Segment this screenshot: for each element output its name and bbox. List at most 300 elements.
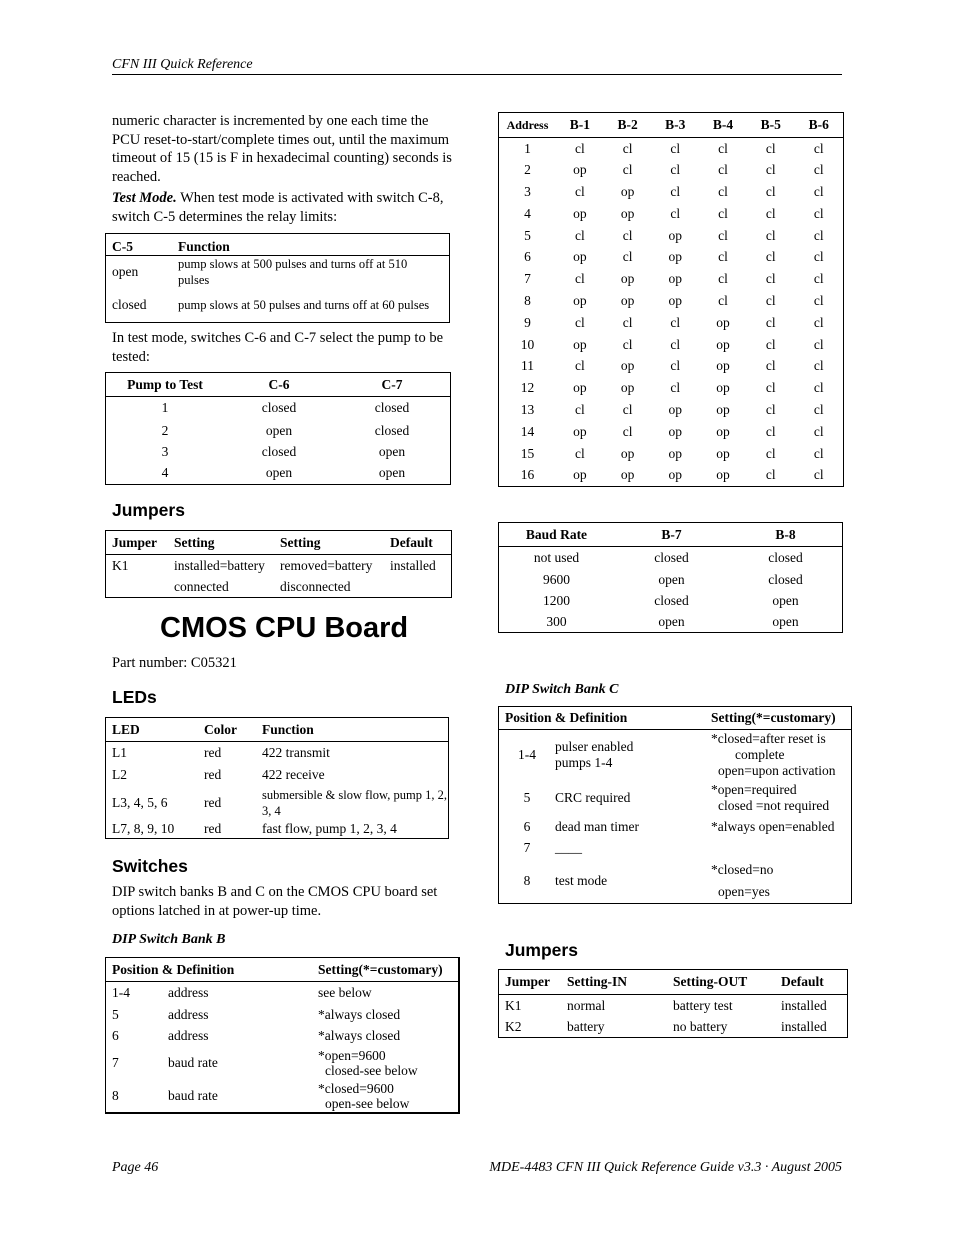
table-cell: cl [813, 162, 824, 178]
table-cell: cl [718, 249, 728, 265]
table-cell: cl [765, 401, 776, 417]
table-header: Jumper [112, 534, 157, 550]
table-cell: op [668, 445, 683, 461]
table-cell: cl [718, 271, 728, 287]
table-cell: 1 [524, 140, 531, 156]
table-cell: 2 [161, 422, 169, 438]
table-header: B-7 [661, 526, 682, 542]
table-cell: op [668, 423, 683, 439]
table-cell: 7 [524, 271, 531, 287]
table-cell: 4 [161, 465, 169, 481]
table-cell: cl [622, 423, 633, 439]
table-cell: cl [574, 227, 585, 243]
table-cell: cl [813, 314, 824, 330]
table-cell: red [204, 794, 222, 810]
table-cell: closed [654, 593, 689, 608]
table-cell: *always closed [318, 1007, 401, 1022]
table-row [106, 742, 449, 765]
table-header: Setting [174, 534, 215, 550]
table-cell: op [668, 271, 683, 287]
table-cell [390, 577, 452, 598]
table-cell: not used [533, 549, 580, 565]
table-cell: op [620, 292, 635, 308]
table-cell: L1 [112, 745, 127, 761]
table-cell: cl [813, 358, 824, 374]
table-header: Position & Definition [505, 710, 628, 725]
table-cell: cl [718, 183, 728, 199]
setting-line: closed-see below [325, 1063, 418, 1078]
table-cell: 1200 [543, 593, 570, 608]
table-row [106, 820, 449, 839]
table-row [499, 780, 852, 816]
table-cell: fast flow, pump 1, 2, 3, 4 [262, 820, 397, 836]
table-header-row [106, 373, 451, 397]
table-cell: 422 receive [262, 767, 325, 782]
table-cell: open [378, 444, 406, 459]
table-row [499, 464, 844, 486]
table-cell: 6 [523, 818, 531, 834]
table-cell: op [620, 445, 635, 461]
table-cell: cl [718, 205, 728, 221]
table-cell: open [112, 264, 139, 280]
table-cell: cl [765, 183, 776, 199]
dip-bank-b-table [105, 957, 460, 1114]
table-cell: 5 [524, 227, 531, 243]
table-cell: CRC required [555, 789, 631, 805]
table-cell: address [168, 985, 209, 1001]
table-header: Function [262, 721, 314, 737]
table-cell: op [716, 445, 730, 461]
table-header: Pump to Test [127, 376, 203, 392]
table-header: LED [112, 721, 140, 737]
table-cell: cl [670, 358, 681, 374]
table-cell: cl [574, 271, 585, 287]
table-cell: 8 [112, 1087, 119, 1103]
table-cell: 3 [524, 183, 531, 199]
table-row [106, 1005, 460, 1026]
intro-paragraph: numeric character is incremented by one each time the PCU reset-to-start/complete times out, until the maximum timeout of 15 (15 is F in hexadecimal counting) seconds is reached. [112, 113, 452, 185]
table-cell: cl [765, 140, 776, 156]
table-header-row [106, 531, 452, 555]
table-cell: cl [574, 445, 585, 461]
table-cell: 4 [524, 205, 531, 221]
table-header: Default [390, 534, 433, 550]
table-cell: open [378, 465, 406, 481]
table-cell: cl [670, 140, 681, 156]
table-cell: connected [174, 578, 229, 594]
table-row [499, 399, 844, 421]
table-cell: cl [765, 467, 776, 483]
table-cell: 3 [161, 444, 169, 459]
table-cell: baud rate [168, 1055, 218, 1070]
table-row [499, 838, 852, 859]
table-header: C-6 [268, 376, 290, 392]
table-cell: closed [374, 422, 410, 438]
table-cell [106, 577, 175, 598]
table-cell: op [573, 162, 587, 178]
table-cell: L7, 8, 9, 10 [112, 820, 175, 836]
table-row [499, 159, 844, 181]
test-mode-label: Test Mode. [112, 190, 177, 206]
table-header-row [106, 234, 450, 256]
table-cell: cl [765, 227, 776, 243]
table-cell: closed [261, 400, 297, 416]
table-cell: 6 [524, 249, 531, 265]
table-row [106, 397, 451, 420]
table-cell: submersible & slow flow, pump 1, 2, 3, 4 [262, 787, 447, 818]
table-header-row [106, 718, 449, 742]
dip-c-caption: DIP Switch Bank C [505, 682, 619, 697]
pump-table [105, 372, 451, 485]
table-cell: op [620, 271, 635, 287]
table-cell: cl [574, 140, 585, 156]
table-cell: cl [813, 205, 824, 221]
table-cell: op [573, 423, 587, 439]
table-cell: red [204, 745, 222, 761]
table-row [499, 225, 844, 247]
table-cell: cl [813, 467, 824, 483]
table-cell: 2 [524, 162, 531, 178]
table-cell: installed [781, 998, 827, 1014]
address-table-body [499, 138, 844, 487]
dip-b-caption: DIP Switch Bank B [112, 932, 226, 947]
table-cell: cl [622, 401, 633, 417]
table-cell: battery test [673, 998, 733, 1014]
table-header: Default [781, 974, 824, 989]
table-cell: 5 [523, 789, 531, 805]
table-row [499, 203, 844, 225]
table-cell: 8 [523, 872, 531, 888]
table-cell: op [620, 358, 635, 374]
table-cell: op [573, 467, 587, 483]
table-cell: open [772, 593, 799, 608]
table-cell: cl [622, 162, 633, 178]
table-row [499, 334, 844, 356]
table-cell: 422 transmit [262, 745, 330, 761]
test-mode-text: When test mode is activated with switch C-8, switch C-5 determines the relay limits: [112, 190, 444, 225]
table-cell: op [668, 467, 683, 483]
table-cell: op [716, 358, 730, 374]
table-cell: K1 [112, 557, 129, 573]
table-row [499, 138, 844, 160]
table-row [499, 816, 852, 838]
table-cell: cl [670, 183, 681, 199]
table-row [499, 290, 844, 312]
table-cell: 13 [520, 401, 535, 417]
document-title: MDE-4483 CFN III Quick Reference Guide v3.3 · August 2005 [489, 1160, 842, 1175]
table-cell: op [668, 292, 683, 308]
table-row [499, 181, 844, 203]
table-cell: installed [390, 557, 436, 573]
table-cell: cl [670, 314, 681, 330]
table-row [499, 730, 852, 780]
table-cell: op [716, 401, 730, 417]
table-row [106, 1047, 460, 1080]
table-cell: 6 [112, 1028, 119, 1043]
table-cell: L3, 4, 5, 6 [112, 794, 168, 810]
setting-line: *open=required [711, 781, 797, 797]
table-header: Position & Definition [112, 961, 235, 977]
table-header: Setting [280, 534, 321, 550]
table-row [499, 246, 844, 268]
table-cell: installed [781, 1019, 827, 1035]
table-cell: 300 [546, 613, 567, 629]
table-cell: cl [670, 380, 681, 396]
setting-line: *open=9600 [318, 1048, 386, 1063]
table-row [106, 982, 460, 1005]
table-cell: cl [813, 271, 824, 287]
table-cell: cl [813, 227, 824, 243]
table-header: Color [204, 721, 237, 737]
table-cell: cl [765, 336, 776, 352]
table-cell: K1 [505, 998, 522, 1014]
table-header-row [106, 958, 460, 982]
table-cell: op [668, 227, 683, 243]
table-cell: cl [670, 336, 681, 352]
table-cell: cl [813, 445, 824, 461]
table-cell: cl [670, 162, 681, 178]
table-row [106, 765, 449, 786]
table-cell: cl [813, 423, 824, 439]
table-cell: cl [813, 336, 824, 352]
table-cell: test mode [555, 872, 608, 888]
table-cell: op [716, 423, 730, 439]
table-header-row [499, 707, 852, 730]
page-number: Page 46 [112, 1160, 159, 1175]
setting-line: *closed=after reset is [711, 730, 826, 746]
table-cell: cl [765, 358, 776, 374]
pump-paragraph: In test mode, switches C-6 and C-7 select the pump to be tested: [112, 330, 444, 365]
table-cell: cl [765, 423, 776, 439]
table-row [499, 995, 848, 1018]
table-cell: 1-4 [112, 985, 130, 1001]
table-cell: op [668, 401, 683, 417]
table-cell: *always open=enabled [711, 818, 835, 834]
table-row [499, 443, 844, 465]
table-cell: *always closed [318, 1028, 401, 1043]
table-row [499, 1018, 848, 1038]
table-row [499, 377, 844, 399]
table-cell: cl [765, 205, 776, 221]
table-row [499, 268, 844, 290]
table-cell: op [716, 380, 730, 396]
table-cell: cl [574, 314, 585, 330]
table-row [106, 577, 452, 598]
table-header: B-4 [712, 117, 734, 132]
table-header: C-7 [381, 376, 403, 392]
definition-line: pumps 1-4 [555, 754, 613, 770]
table-cell: cl [765, 445, 776, 461]
table-header: B-6 [808, 117, 829, 132]
table-cell: closed [768, 571, 803, 587]
table-cell: cl [765, 292, 776, 308]
jumpers-heading-right: Jumpers [505, 940, 578, 960]
table-cell: battery [567, 1019, 605, 1035]
c5-table [105, 233, 450, 323]
table-cell: pump slows at 500 pulses and turns off at 510 pulses [178, 257, 408, 288]
table-cell: cl [813, 401, 824, 417]
table-header: B-1 [569, 117, 590, 132]
jumpers-table-left [105, 530, 452, 598]
table-header-row [499, 113, 844, 138]
table-cell: 8 [524, 292, 531, 308]
table-cell: 11 [521, 358, 534, 374]
table-cell: cl [813, 249, 824, 265]
table-row [499, 312, 844, 334]
table-row [106, 786, 449, 820]
table-cell: closed [261, 444, 297, 459]
part-number: Part number: C05321 [112, 655, 237, 671]
dip-bank-c-table [498, 706, 852, 904]
table-header: Setting-OUT [673, 974, 748, 989]
table-cell: cl [622, 314, 633, 330]
table-row [499, 547, 843, 569]
table-cell: closed [374, 400, 410, 416]
table-cell: cl [718, 227, 728, 243]
table-cell: red [204, 820, 222, 836]
table-cell: cl [670, 205, 681, 221]
table-cell: cl [765, 271, 776, 287]
table-cell: pump slows at 50 pulses and turns off at 60 pulses [178, 298, 430, 313]
table-header: Function [178, 238, 230, 254]
table-cell: 10 [520, 336, 535, 352]
table-cell: op [668, 249, 683, 265]
table-cell: open [658, 571, 685, 587]
table-row [499, 859, 852, 904]
table-cell: open [265, 465, 293, 481]
setting-line: open=yes [718, 883, 770, 899]
table-header: C-5 [112, 238, 133, 254]
table-cell: 14 [520, 423, 535, 439]
table-row [106, 442, 451, 463]
table-cell: address [168, 1028, 209, 1043]
table-cell: 5 [112, 1007, 119, 1022]
table-cell: 1 [161, 400, 169, 416]
switches-paragraph: DIP switch banks B and C on the CMOS CPU board set options latched in at power-up time. [112, 884, 438, 919]
setting-line: closed =not required [718, 797, 830, 813]
table-cell: cl [718, 162, 728, 178]
table-row [499, 421, 844, 443]
table-header: Setting(*=customary) [318, 961, 443, 977]
table-cell: cl [718, 292, 728, 308]
table-cell: cl [622, 249, 633, 265]
test-mode-paragraph [112, 189, 452, 226]
setting-line: open=upon activation [718, 762, 836, 778]
table-row [106, 1026, 460, 1047]
table-cell: op [573, 292, 587, 308]
table-cell: no battery [673, 1019, 728, 1035]
running-header [112, 57, 842, 75]
leds-heading: LEDs [112, 687, 157, 707]
table-cell: removed=battery [280, 557, 373, 573]
setting-line: complete [735, 746, 785, 762]
table-cell: ____ [555, 840, 582, 855]
setting-line: *closed=9600 [318, 1080, 394, 1096]
table-row [106, 420, 451, 442]
table-cell: disconnected [280, 578, 351, 594]
table-cell: cl [765, 314, 776, 330]
table-cell: op [716, 314, 730, 330]
table-cell: cl [765, 249, 776, 265]
table-cell: 1-4 [518, 746, 536, 762]
table-header: Setting(*=customary) [711, 710, 836, 725]
table-cell: closed [768, 549, 803, 565]
table-cell: see below [318, 985, 372, 1001]
table-cell: closed [654, 549, 689, 565]
table-cell: cl [622, 336, 633, 352]
table-cell: dead man timer [555, 818, 639, 834]
table-cell: cl [765, 162, 776, 178]
table-cell: L2 [112, 767, 127, 782]
baud-rate-table [498, 522, 843, 633]
table-cell: op [716, 467, 730, 483]
leds-table [105, 717, 449, 839]
table-cell: cl [718, 140, 728, 156]
table-cell: normal [567, 998, 606, 1014]
table-cell: cl [765, 380, 776, 396]
table-row [499, 591, 843, 612]
setting-line: open-see below [325, 1095, 410, 1111]
table-cell: open [265, 422, 293, 438]
table-header: B-8 [775, 526, 796, 542]
table-cell: op [620, 183, 635, 199]
setting-line: *closed=no [711, 861, 774, 877]
table-cell: cl [622, 140, 633, 156]
table-cell: op [620, 467, 635, 483]
address-table [498, 112, 844, 487]
table-cell: cl [813, 183, 824, 199]
table-cell: cl [574, 401, 585, 417]
table-row [106, 1080, 460, 1113]
table-cell: open [772, 613, 799, 629]
table-header: Setting-IN [567, 974, 627, 989]
table-header-row [499, 523, 843, 547]
table-row [106, 463, 451, 485]
table-cell: op [620, 205, 635, 221]
table-row [499, 569, 843, 591]
page-footer [112, 1160, 842, 1176]
table-cell: 12 [520, 380, 535, 396]
table-cell: cl [813, 140, 824, 156]
table-cell: closed [112, 297, 147, 313]
table-header: Jumper [505, 974, 550, 989]
table-cell: K2 [505, 1019, 522, 1035]
table-cell: op [620, 380, 635, 396]
table-row [106, 555, 452, 577]
table-row [106, 256, 450, 289]
jumpers-heading-left: Jumpers [112, 500, 185, 520]
table-cell: op [716, 336, 730, 352]
table-header: Address [506, 117, 549, 132]
table-header: B-5 [760, 117, 781, 132]
jumpers-table-right [498, 969, 848, 1038]
table-header-row [499, 970, 848, 995]
table-header: B-3 [665, 117, 686, 132]
table-cell: open [658, 613, 685, 629]
table-header: Baud Rate [525, 526, 588, 542]
table-cell: cl [813, 380, 824, 396]
table-cell: baud rate [168, 1087, 218, 1103]
table-row [499, 612, 843, 633]
table-cell: op [573, 336, 587, 352]
table-cell: 9 [524, 314, 531, 330]
table-cell: 9600 [543, 571, 570, 587]
table-cell: 16 [520, 467, 535, 483]
table-cell: cl [622, 227, 633, 243]
table-header: B-2 [617, 117, 638, 132]
table-cell: cl [574, 183, 585, 199]
cmos-heading: CMOS CPU Board [160, 612, 409, 644]
